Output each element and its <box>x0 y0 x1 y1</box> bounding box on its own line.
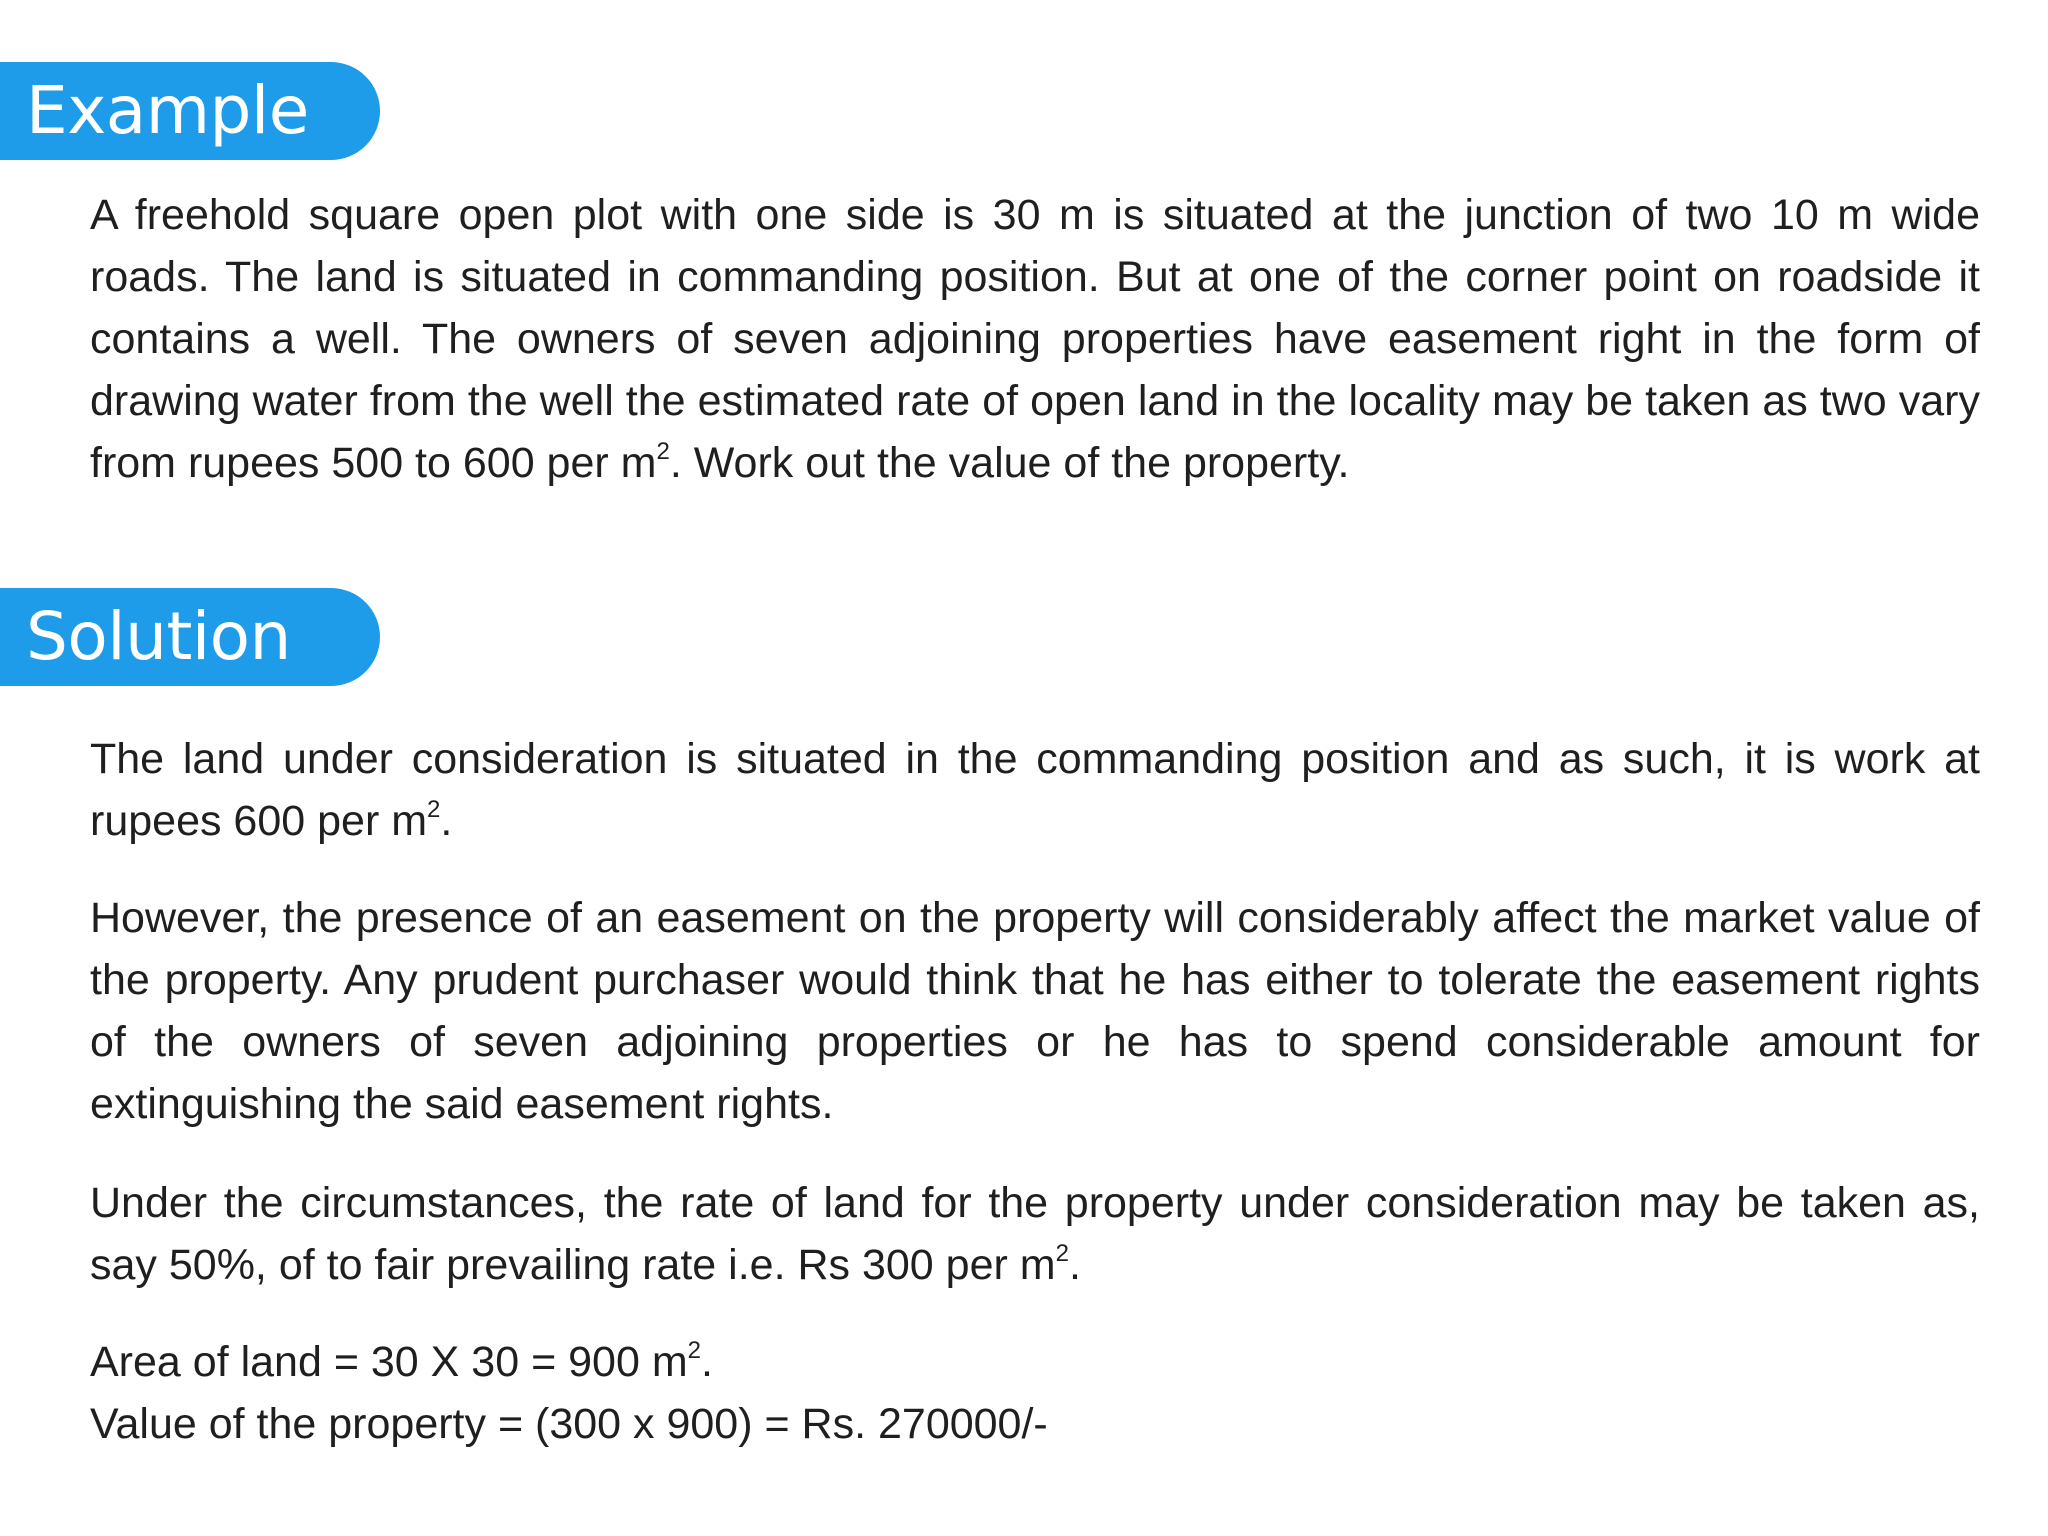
area-superscript: 2 <box>687 1337 701 1364</box>
solution-p1-superscript: 2 <box>427 796 441 823</box>
solution-p3-superscript: 2 <box>1055 1240 1069 1267</box>
solution-heading-tab <box>0 588 380 686</box>
solution-paragraph-1 <box>90 728 1980 852</box>
example-heading-tab <box>0 62 380 160</box>
area-calculation-main: Area of land = 30 X 30 = 900 m <box>90 1338 688 1386</box>
solution-paragraph-3 <box>90 1172 1980 1296</box>
example-heading: Example <box>26 72 309 149</box>
problem-text-main: A freehold square open plot with one side is 30 m is situated at the junction of two 10 m wide roads. The land is situated in commanding position. But at one of the corner point on roadside it contains a well. The owners of seven adjoining properties have easement right in the form of drawing water from the well the estimated rate of open land in the locality may be taken as two vary from rupees 500 to 600 per m <box>90 191 1980 487</box>
problem-superscript: 2 <box>656 438 670 465</box>
problem-text-end: . Work out the value of the property. <box>669 439 1350 487</box>
solution-p3-end: . <box>1068 1241 1081 1289</box>
solution-heading: Solution <box>26 598 291 675</box>
property-value-calculation: Value of the property = (300 x 900) = Rs. 270000/- <box>90 1400 1048 1448</box>
solution-p1-main: The land under consideration is situated in the commanding position and as such, it is work at rupees 600 per m <box>90 735 1980 845</box>
problem-statement <box>90 184 1980 494</box>
solution-p3-main: Under the circumstances, the rate of land for the property under consideration may be taken as, say 50%, of to fair prevailing rate i.e. Rs 300 per m <box>90 1179 1980 1289</box>
area-calculation <box>90 1331 713 1393</box>
area-calculation-end: . <box>701 1338 713 1386</box>
solution-p1-end: . <box>440 797 453 845</box>
solution-paragraph-2: However, the presence of an easement on the property will considerably affect the market value of the property. Any prudent purchaser would think that he has either to tolerate the easement rights of the owners of seven adjoining properties or he has to spend considerable amount for extinguishing the said easement rights. <box>90 894 1980 1128</box>
